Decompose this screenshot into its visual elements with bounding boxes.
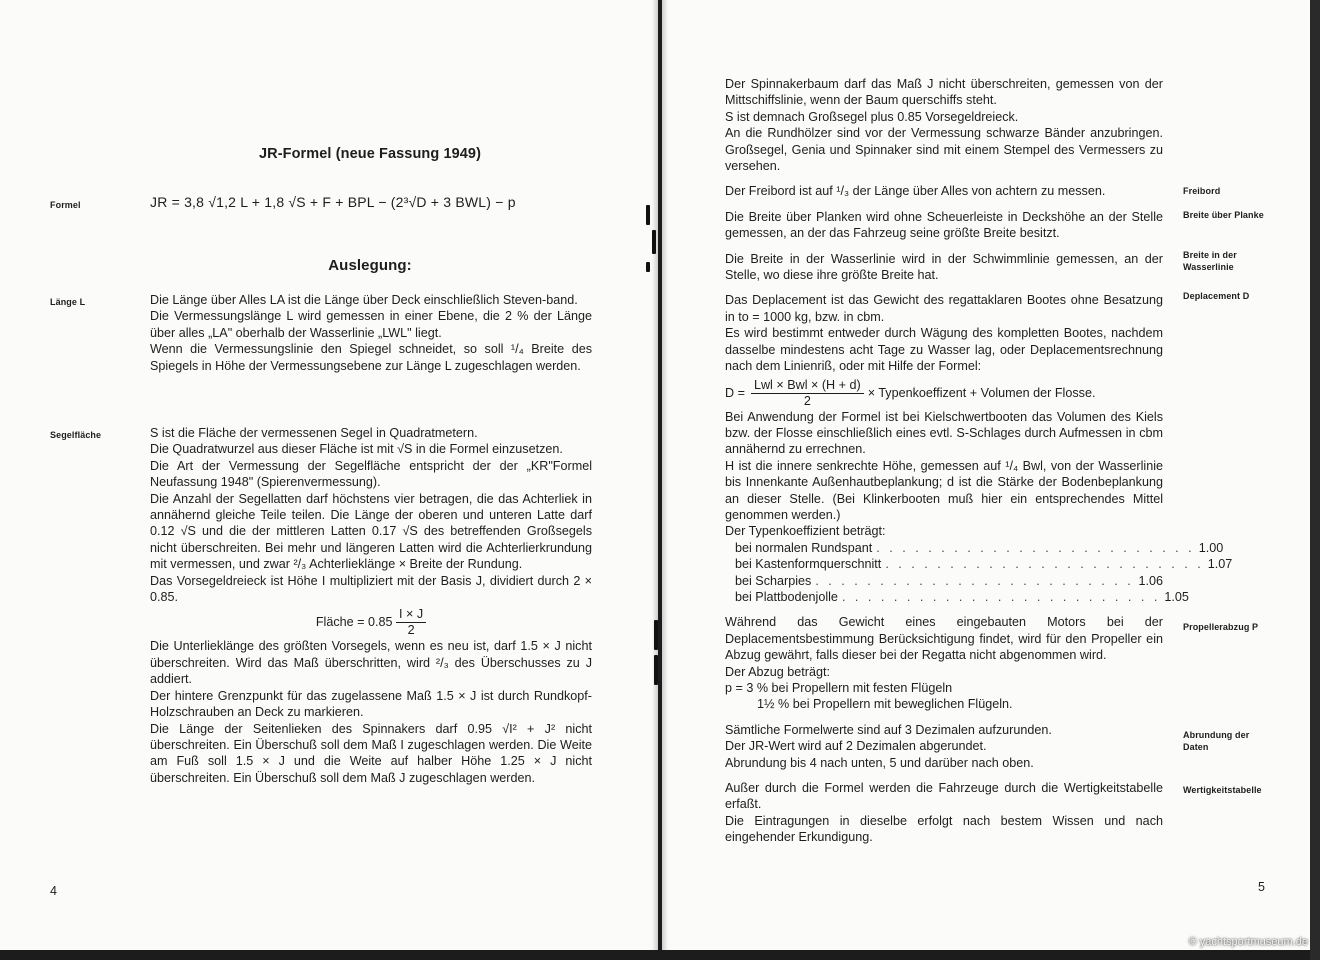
paragraph: An die Rundhölzer sind vor der Vermessung schwarze Bänder anzubringen. Großsegel, Genia und Spinnaker sind mit einem Stempel des Vermessers zu versehen. (725, 126, 1163, 174)
paragraph: Sämtliche Formelwerte sind auf 3 Dezimalen aufzurunden. (725, 722, 1052, 737)
segel-section (150, 425, 592, 786)
paragraph: Abrundung bis 4 nach unten, 5 und darüber nach oben. (725, 755, 1034, 770)
paragraph: Die Länge über Alles LA ist die Länge über Deck einschließlich Steven-band. (150, 293, 578, 307)
paragraph: H ist die innere senkrechte Höhe, gemessen auf ¹/₄ Bwl, von der Wasserlinie bis Innenkante Außenhautbeplankung; d ist die Stärke der Bodenbeplankung an dieser Stelle. (Bei Klinkerbooten muß hier ein entsprechendes Mittel genommen werden.) (725, 458, 1163, 522)
paragraph: Das Deplacement ist das Gewicht des regattaklaren Bootes ohne Besatzung in to = 1000 kg, bzw. in cbm. (725, 293, 1163, 324)
paragraph: Das Vorsegeldreieck ist Höhe I multipliziert mit der Basis J, dividiert durch 2 × 0.85. (150, 573, 592, 605)
spacer (725, 200, 1163, 209)
fraction (396, 607, 426, 638)
leader-dots: . . . . . . . . . . . . . . . . . . . . . . . . . (815, 573, 1134, 588)
paragraph: Die Anzahl der Segellatten darf höchstens vier betragen, die das Achterliek in annähernd gleiche Teile teilen. Die Länge der oberen und unteren Latte darf 0.12 √S und die der mittleren Latten 0.17 √S des betreffenden Großsegels nicht überschreiten. Bei mehr und längeren Latten wird die Achterlierkrundung mit vermessen, und zwar ²/₃ Achterlieklänge × Breite der Rundung. (150, 491, 592, 572)
side-label-propeller: Propellerabzug P (1183, 622, 1259, 632)
side-label-abrundung: Abrundung der Daten (1183, 730, 1250, 752)
page-title: JR-Formel (neue Fassung 1949) (258, 146, 482, 162)
paragraph: Der hintere Grenzpunkt für das zugelassene Maß 1.5 × J ist durch Rundkopf-Holzschrauben an Deck zu markieren. (150, 688, 592, 720)
spacer (725, 174, 1163, 183)
flaeche-formula (150, 607, 592, 638)
typen-value: 1.00 (1198, 540, 1224, 555)
page-number: 5 (1258, 880, 1265, 894)
side-label-bwl: Breite in der Wasserlinie (1183, 250, 1237, 272)
paragraph: Es wird bestimmt entweder durch Wägung des kompletten Bootes, nachdem dasselbe mindestens acht Tage zu Wasser lag, oder Deplacementsrechnung nach dem Linienriß, oder mit Hilfe der Formel: (725, 326, 1163, 374)
paragraph: Die Unterlieklänge des größten Vorsegels, wenn es neu ist, darf 1.5 × J nicht überschreiten. Wird das Maß überschritten, wird ²/₃ des Überschusses zu J addiert. (150, 639, 592, 687)
breite-text: Die Breite über Planken wird ohne Scheuerleiste in Deckshöhe an der Stelle gemessen, an der das Fahrzeug seine größte Breite besitzt. (725, 209, 1163, 241)
paragraph: Der Spinnakerbaum darf das Maß J nicht überschreiten, gemessen von der Mittschiffslinie, wenn der Baum querschiffs steht. (725, 77, 1163, 108)
jr-formula: JR = 3,8 √1,2 L + 1,8 √S + F + BPL − (2³√D + 3 BWL) − p (150, 194, 516, 210)
print-bleed-mark (654, 655, 658, 685)
paragraph: Die Eintragungen in dieselbe erfolgt nach bestem Wissen und nach eingehender Erkundigung. (725, 813, 1163, 845)
paragraph: Der JR-Wert wird auf 2 Dezimalen abgerundet. (725, 739, 987, 754)
formula-label: Formel (50, 200, 81, 210)
flaeche-lhs: Fläche = 0.85 (315, 615, 393, 630)
fraction-denominator: 2 (803, 393, 811, 408)
section-heading: Auslegung: (328, 257, 412, 274)
typen-value: 1.05 (1164, 589, 1189, 604)
freibord-text: Der Freibord ist auf ¹/₃ der Länge über Alles von achtern zu messen. (725, 184, 1106, 199)
gutter-shadow (652, 0, 658, 950)
fraction-numerator: I × J (396, 607, 426, 623)
side-label-laenge: Länge L (50, 297, 86, 307)
spacer (725, 713, 1163, 722)
side-label-wertigkeit: Wertigkeitstabelle (1183, 785, 1262, 795)
spacer (725, 605, 1163, 614)
gutter-shadow (662, 0, 668, 950)
book-edge (1310, 0, 1320, 960)
left-page (0, 0, 658, 950)
spacer (725, 283, 1163, 292)
paragraph: Wenn die Vermessungslinie den Spiegel schneidet, so soll ¹/₄ Breite des Spiegels in Höhe der Vermessungsebene zur Länge L zugeschlagen werden. (150, 342, 592, 373)
d-rhs: × Typenkoeffizent + Volumen der Flosse. (867, 385, 1096, 400)
paragraph: S ist demnach Großsegel plus 0.85 Vorsegeldreieck. (725, 109, 1019, 124)
typen-row (725, 540, 1224, 556)
print-bleed-mark (646, 205, 650, 225)
fraction-denominator: 2 (407, 623, 415, 638)
fraction (751, 378, 864, 409)
paragraph: Die Quadratwurzel aus dieser Fläche ist mit √S in die Formel einzusetzen. (150, 442, 563, 457)
paragraph: 1½ % bei Propellern mit beweglichen Flügeln. (757, 697, 1013, 712)
side-label-segel: Segelfläche (50, 430, 102, 440)
typen-value: 1.06 (1138, 573, 1163, 588)
side-label-breite: Breite über Planke (1183, 210, 1264, 220)
paragraph: S ist die Fläche der vermessenen Segel in Quadratmetern. (150, 426, 478, 440)
paragraph: Die Vermessungslänge L wird gemessen in einer Ebene, die 2 % der Länge über alles „LA" oberhalb der Wasserlinie „LWL" liegt. (150, 309, 592, 340)
side-label-deplacement: Deplacement D (1183, 291, 1250, 301)
paragraph: Bei Anwendung der Formel ist bei Kielschwertbooten das Volumen des Kiels bzw. der Flosse einschließlich eines evtl. S-Schlages durch Aufmessen in cbm annähernd zu errechnen. (725, 409, 1163, 457)
d-lhs: D = (725, 385, 745, 400)
paragraph: p = 3 % bei Propellern mit festen Flügeln (725, 681, 953, 695)
typen-row (725, 573, 1163, 589)
spacer (725, 771, 1163, 780)
leader-dots: . . . . . . . . . . . . . . . . . . . . . . . . . (885, 557, 1204, 572)
deplacement-formula (725, 378, 1163, 409)
print-bleed-mark (652, 230, 656, 254)
side-label-freibord: Freibord (1183, 186, 1221, 196)
paragraph: Der Abzug beträgt: (725, 664, 831, 679)
print-bleed-mark (646, 262, 650, 272)
print-bleed-mark (654, 620, 658, 650)
paragraph: Die Art der Vermessung der Segelfläche entspricht der der „KR"Formel Neufassung 1948" (Spierenvermessung). (150, 458, 592, 490)
paragraph: Die Länge der Seitenlieken des Spinnakers darf 0.95 √I² + J² nicht überschreiten. Ein Überschuß soll dem Maß I zugeschlagen werden. Die Weite am Fuß soll 1.5 × J und die Weite auf halber Höhe 1.25 × J nicht überschreiten. Ein Überschuß soll dem Maß J zugeschlagen werden. (150, 721, 592, 785)
watermark: © yachtsportmuseum.de (1188, 936, 1308, 948)
paragraph: Während das Gewicht eines eingebauten Motors bei der Deplacementsbestimmung Berücksichtigung findet, wird für den Propeller ein Abzug gewährt, falls dieser bei der Regatta nicht abgenommen wird. (725, 615, 1163, 663)
typen-name: bei Plattbodenjolle (735, 589, 838, 604)
typen-row (725, 556, 1233, 572)
leader-dots: . . . . . . . . . . . . . . . . . . . . . . . . . (876, 540, 1195, 555)
typen-name: bei Kastenformquerschnitt (735, 557, 882, 572)
leader-dots: . . . . . . . . . . . . . . . . . . . . . . . . . (841, 589, 1161, 604)
right-page (662, 0, 1310, 950)
spacer (725, 242, 1163, 251)
typen-intro: Der Typenkoeffizient beträgt: (725, 524, 886, 539)
typen-name: bei Scharpies (735, 573, 812, 588)
typen-row (725, 589, 1189, 605)
bwl-text: Die Breite in der Wasserlinie wird in der Schwimmlinie gemessen, an der Stelle, wo diese ihre größte Breite hat. (725, 251, 1163, 283)
typen-name: bei normalen Rundspant (735, 540, 873, 555)
fraction-numerator: Lwl × Bwl × (H + d) (751, 378, 864, 394)
laenge-section (150, 292, 592, 374)
page-number: 4 (50, 884, 57, 898)
typen-value: 1.07 (1207, 557, 1233, 572)
paragraph: Außer durch die Formel werden die Fahrzeuge durch die Wertigkeitstabelle erfaßt. (725, 781, 1163, 812)
